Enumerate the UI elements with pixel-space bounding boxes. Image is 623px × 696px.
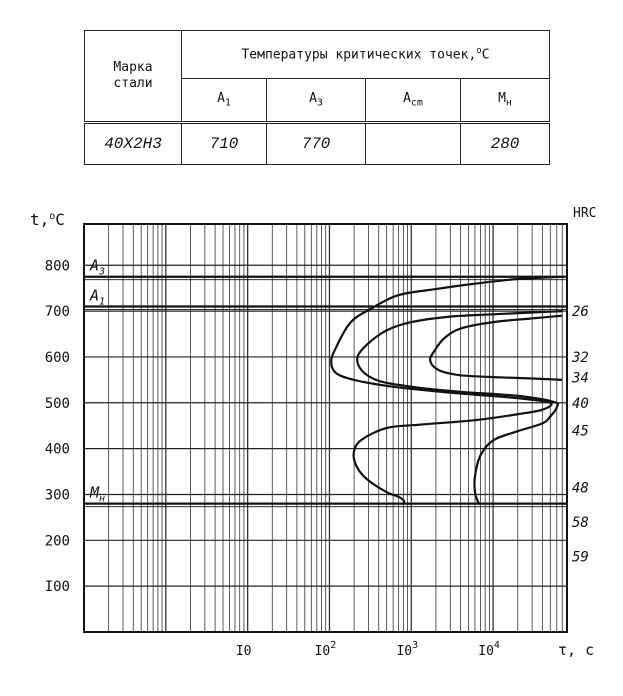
ref-line-label: $M_н$ <box>90 483 106 505</box>
critical-temps-unit: C <box>481 47 490 63</box>
hrc-label: 45 <box>572 423 589 440</box>
hrc-label: 58 <box>572 514 589 531</box>
y-tick-label: 600 <box>44 349 70 366</box>
chart-grid <box>84 224 567 632</box>
hrc-label: 32 <box>572 349 589 366</box>
reference-line-labels <box>89 257 105 505</box>
hrc-axis-label: HRC <box>573 206 597 221</box>
steel-grade-header-line2: стали <box>113 76 153 91</box>
col-acm-main: A <box>403 90 411 106</box>
ref-line-label: $A_1$ <box>90 286 106 308</box>
x-tick-labels <box>236 640 500 659</box>
col-a1-sub: 1 <box>224 97 231 109</box>
y-tick-label: 800 <box>44 258 70 275</box>
x-tick-label: $I0^3$ <box>396 640 419 659</box>
y-tick-label: 300 <box>44 487 70 504</box>
x-tick-label: I0 <box>235 644 252 659</box>
hrc-label: 48 <box>572 480 589 497</box>
col-a3-sub: 3 <box>316 97 323 109</box>
col-a3-main: A <box>309 90 317 106</box>
y-tick-labels <box>45 258 70 595</box>
x-axis-label: τ, c <box>558 641 595 659</box>
col-mn-sub: н <box>505 97 512 109</box>
y-tick-label: 400 <box>44 441 70 458</box>
mn-value: 280 <box>461 123 550 165</box>
critical-temps-header-text: Температуры критических точек, <box>241 47 477 63</box>
hrc-label: 34 <box>572 370 589 387</box>
col-acm-sub: cm <box>410 97 423 109</box>
y-tick-label: 500 <box>44 395 70 412</box>
x-tick-label: $I0^4$ <box>478 640 500 659</box>
ref-line-label: $A_3$ <box>90 256 106 278</box>
steel-grade-header-line1: Марка <box>113 60 153 75</box>
steel-grade-value: 40Х2Н3 <box>85 123 182 165</box>
a1-value: 710 <box>182 123 267 165</box>
hrc-labels <box>571 304 589 565</box>
hrc-label: 59 <box>572 549 589 566</box>
col-a1-main: A <box>217 90 225 106</box>
y-axis-label: t,$^o$C <box>30 210 65 229</box>
y-tick-label: 200 <box>44 533 70 550</box>
hrc-label: 40 <box>572 395 589 412</box>
col-mn-main: M <box>498 90 506 106</box>
degree-sign: o <box>476 46 482 57</box>
a3-value: 770 <box>267 123 366 165</box>
hrc-label: 26 <box>572 304 589 321</box>
y-tick-label: I00 <box>44 579 70 596</box>
x-tick-label: $I0^2$ <box>314 640 337 659</box>
y-tick-label: 700 <box>44 304 70 321</box>
end-curve <box>357 311 562 505</box>
